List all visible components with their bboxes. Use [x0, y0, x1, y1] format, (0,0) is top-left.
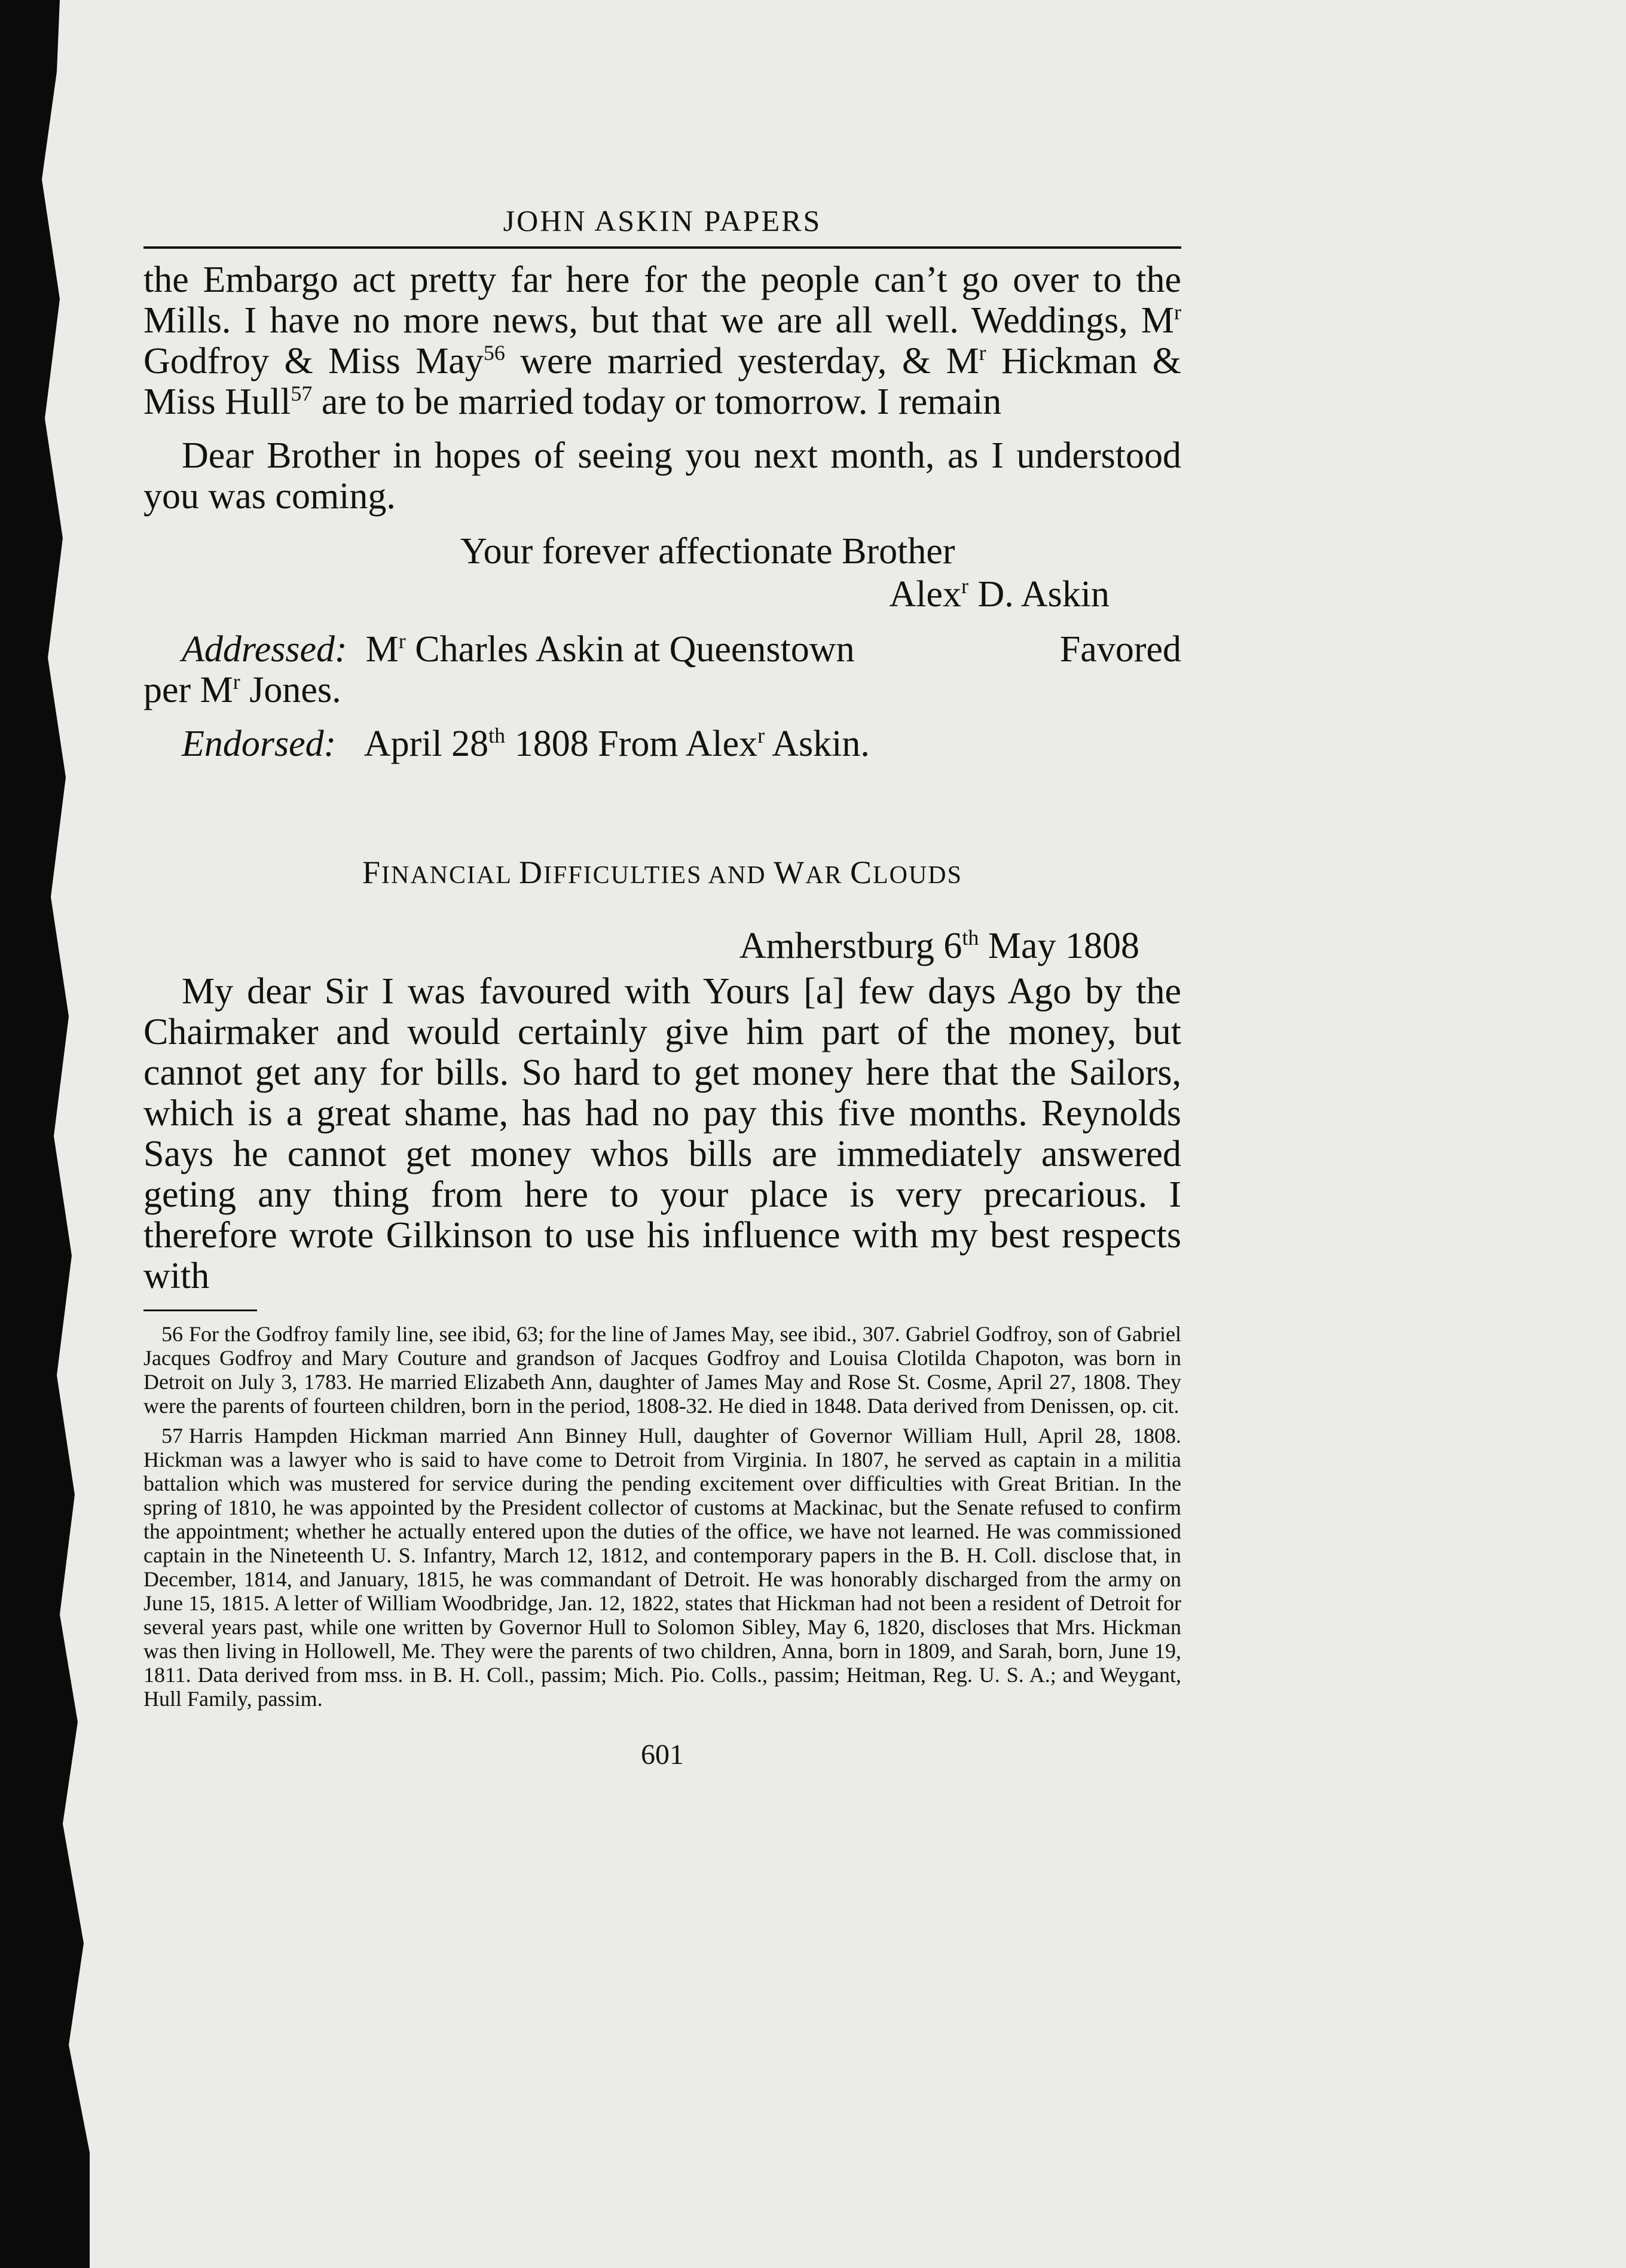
footnotes [143, 1322, 1181, 1711]
page-number: 601 [641, 1739, 684, 1771]
endorsed-note: Endorsed: April 28th 1808 From Alex$^r$ Askin. [182, 724, 870, 764]
running-head: JOHN ASKIN PAPERS [143, 203, 1181, 249]
letter-1-closing: Your forever affectionate Brother [460, 531, 955, 572]
section-heading: FINANCIAL DIFFICULTIES AND WAR CLOUDS [362, 854, 962, 890]
letter-1 [143, 260, 1181, 764]
letter-1-paragraph-2: Dear Brother in hopes of seeing you next month, as I understood you was coming. [143, 435, 1181, 517]
footnote-rule [143, 1309, 257, 1311]
endorsed-label: Endorsed: [182, 724, 337, 764]
book-page [143, 203, 1181, 1771]
footnote-ref-56: 56 [483, 341, 505, 365]
addressed-label: Addressed: [182, 629, 347, 670]
letter-2 [143, 924, 1181, 1296]
letter-1-signature: Alex$^r$ D. Askin [889, 574, 1110, 615]
letter-2-dateline: Amherstburg 6th May 1808 [739, 926, 1139, 966]
letter-2-paragraph-1: My dear Sir I was favoured with Yours [a] few days Ago by the Chairmaker and would certainly give him part of the money, but cannot get any for bills. So hard to get money here that the Sailors, which is a great shame, has had no pay this five months. Reynolds Says he cannot get money whos bills are immediately answered geting any thing from here to your place is very precarious. I therefore wrote Gilkinson to use his influence with my best respects with [143, 971, 1181, 1296]
footnote-56: 56 For the Godfroy family line, see ibid, 63; for the line of James May, see ibid., 307. Gabriel Godfroy, son of Gabriel Jacques Godfroy and Mary Couture and grandson of Jacques Godfroy and Louisa Clotilda Chapoton, was born in Detroit on July 3, 1783. He married Elizabeth Ann, daughter of James May and Rose St. Cosme, April 27, 1808. They were the parents of fourteen children, born in the period, 1808-32. He died in 1848. Data derived from Denissen, op. cit. [143, 1322, 1181, 1418]
letter-1-paragraph-1: the Embargo act pretty far here for the people can’t go over to the Mills. I have no more news, but that we are all well. Weddings, $M^r$ Godfroy & Miss May$^{56}$ were married yesterday, & $M^r$ Hickman & Miss Hull$^{57}$ are to be married today or tomorrow. I remain [143, 260, 1181, 422]
footnote-57: 57 Harris Hampden Hickman married Ann Binney Hull, daughter of Governor William Hull, April 28, 1808. Hickman was a lawyer who is said to have come to Detroit from Virginia. In 1807, he served as captain in a militia battalion which was mustered for service during the pending excitement over difficulties with Great Britian. In the spring of 1810, he was appointed by the President collector of customs at Mackinac, but the Senate refused to confirm the appointment; whether he actually entered upon the duties of the office, we have not learned. He was commissioned captain in the Nineteenth U. S. Infantry, March 12, 1812, and contemporary papers in the B. H. Coll. disclose that, in December, 1814, and January, 1815, he was commandant of Detroit. He was honorably discharged from the army on June 15, 1815. A letter of William Woodbridge, Jan. 12, 1822, states that Hickman had not been a resident of Detroit for several years past, while one written by Governor Hull to Solomon Sibley, May 6, 1820, discloses that Mrs. Hickman was then living in Hollowell, Me. They were the parents of two children, Anna, born in 1809, and Sarah, born, June 19, 1811. Data derived from mss. in B. H. Coll., passim; Mich. Pio. Colls., passim; Heitman, Reg. U. S. A.; and Weygant, Hull Family, passim. [143, 1424, 1181, 1711]
footnote-ref-57: 57 [291, 381, 313, 405]
addressed-note: Addressed: $M^r$ Charles Askin at Queenstown Favored per $M^r$ Jones. [143, 629, 1181, 710]
